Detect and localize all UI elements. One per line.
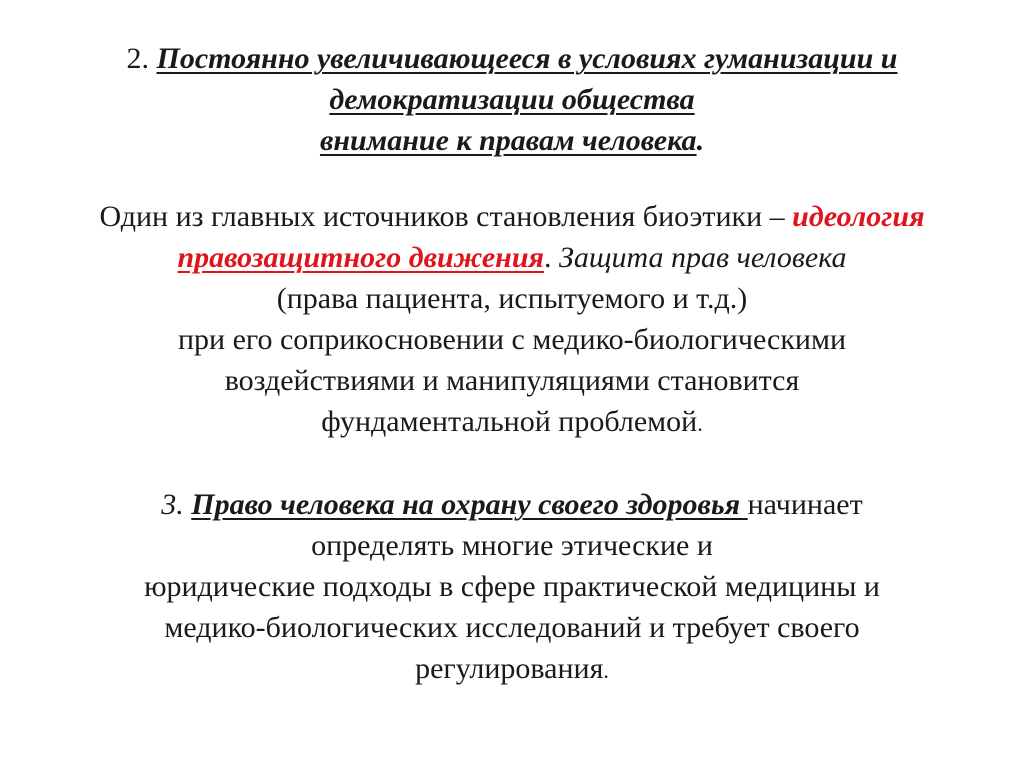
highlight-ideology: идеология <box>792 200 925 233</box>
section-3-line-2: определять многие этические и <box>311 529 713 562</box>
section-3-line-1 <box>30 484 994 525</box>
section-3-line-3: юридические подходы в сфере практической медицины и <box>144 570 880 603</box>
bioethics-paragraph <box>30 196 994 444</box>
section-3-line-5 <box>30 648 994 691</box>
section-2-title-part-1: Постоянно увеличивающееся в условиях гуманизации и <box>156 42 898 75</box>
section-2-line-3 <box>30 120 994 161</box>
section-2-number: 2. <box>126 42 157 75</box>
section-3-line-4: медико-биологических исследований и требует своего <box>164 611 860 644</box>
section-3-line-5-end: . <box>603 658 609 683</box>
highlight-human-rights-movement: правозащитного движения <box>177 241 544 274</box>
section-2-title-part-2: демократизации общества <box>329 83 695 116</box>
paragraph-line-1 <box>30 196 994 237</box>
paragraph-line-6 <box>30 401 994 444</box>
paragraph-line-6-end: . <box>697 411 703 436</box>
paragraph-line-3: (права пациента, испытуемого и т.д.) <box>276 282 748 315</box>
paragraph-italic-tail: Защита прав человека <box>558 241 847 274</box>
section-3-line-1-tail: начинает <box>747 488 863 521</box>
paragraph-line-2 <box>30 237 994 278</box>
paragraph-line-4: при его соприкосновении с медико-биологическими <box>177 323 846 356</box>
paragraph-after-highlight: . <box>543 241 559 274</box>
section-3 <box>30 484 994 691</box>
section-2-title-end: . <box>696 124 705 157</box>
section-3-number: 3. <box>161 488 192 521</box>
section-2-line-1 <box>30 38 994 79</box>
section-3-line-5-text: регулирования <box>415 652 604 685</box>
paragraph-line-6-text: фундаментальной проблемой <box>321 405 698 438</box>
section-2-title-part-3: внимание к правам человека <box>319 124 697 157</box>
paragraph-line-5: воздействиями и манипуляциями становится <box>224 364 800 397</box>
section-2-heading <box>30 38 994 161</box>
paragraph-lead: Один из главных источников становления биоэтики – <box>99 200 793 233</box>
section-3-heading: Право человека на охрану своего здоровья <box>191 488 748 521</box>
